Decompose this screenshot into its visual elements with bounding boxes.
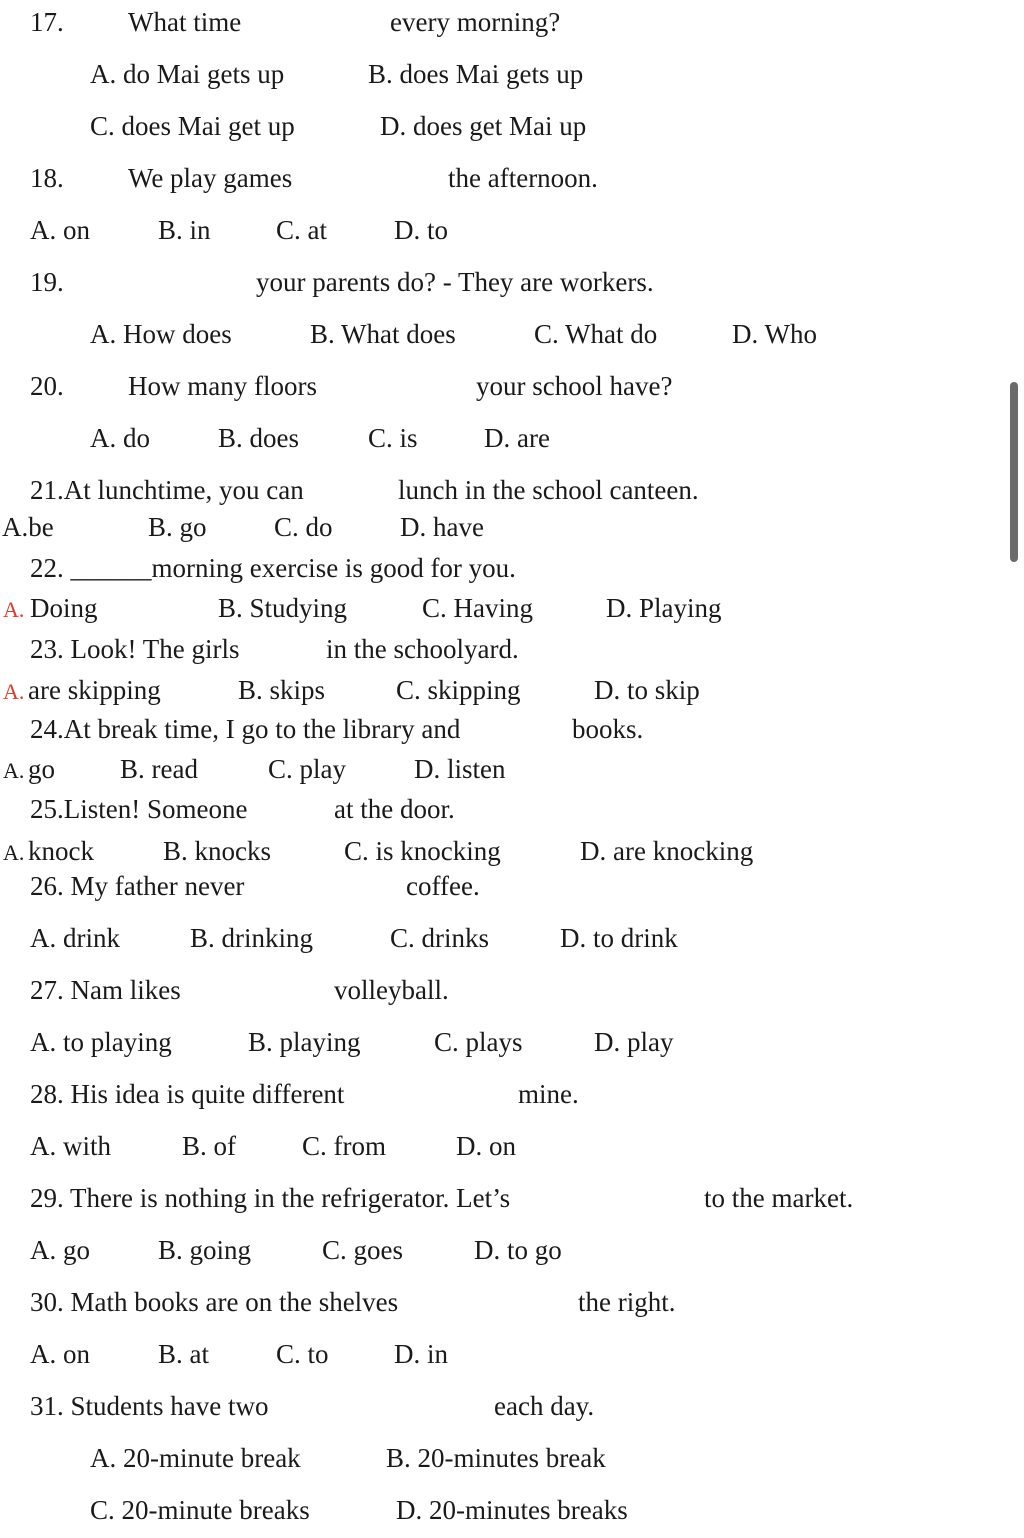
question-text: 31. Students have two [30, 1391, 269, 1421]
option-b: B. drinking [190, 923, 314, 953]
question-text: 28. His idea is quite different [30, 1079, 345, 1109]
option-c: C. skipping [396, 675, 521, 705]
question-text: What time [128, 7, 242, 37]
option-a: A. 20-minute break [90, 1443, 301, 1473]
option-b: B. does [218, 423, 299, 453]
question-text: 29. There is nothing in the refrigerator. Let’s [30, 1183, 511, 1213]
option-a-marker: A. [3, 597, 25, 622]
option-a: A. do Mai gets up [90, 59, 285, 89]
question-text: How many floors [128, 371, 317, 401]
option-a: A. go [30, 1235, 90, 1265]
option-d: D. have [400, 512, 484, 542]
question-text: 23. Look! The girls [30, 634, 240, 664]
question-text: each day. [494, 1391, 595, 1421]
option-d: D. to drink [560, 923, 678, 953]
question-text: 26. My father never [30, 871, 245, 901]
option-c: C. plays [434, 1027, 523, 1057]
question-text: your school have? [476, 371, 673, 401]
question-text: 30. Math books are on the shelves [30, 1287, 399, 1317]
scrollbar-thumb[interactable] [1010, 382, 1018, 562]
option-a-marker: A. [3, 840, 25, 865]
option-c: C. play [268, 754, 346, 784]
question-text: coffee. [406, 871, 480, 901]
option-d: D. are [484, 423, 550, 453]
option-b: B. going [158, 1235, 252, 1265]
option-b: B. skips [238, 675, 326, 705]
option-d: D. Who [732, 319, 817, 349]
option-b: B. does Mai gets up [368, 59, 584, 89]
option-a: A. How does [90, 319, 232, 349]
option-b: B. Studying [218, 593, 348, 623]
option-b: B. What does [310, 319, 456, 349]
question-text: every morning? [390, 7, 561, 37]
option-c: C. at [276, 215, 327, 245]
option-d: D. does get Mai up [380, 111, 587, 141]
question-text: 21.At lunchtime, you can [30, 475, 304, 505]
option-c: C. is [368, 423, 418, 453]
option-c: C. What do [534, 319, 658, 349]
question-text: at the door. [334, 794, 455, 824]
option-d: D. listen [414, 754, 506, 784]
option-d: D. 20-minutes breaks [396, 1495, 628, 1525]
option-a: A. on [30, 1339, 90, 1369]
option-a: knock [28, 836, 94, 866]
option-b: B. knocks [163, 836, 271, 866]
option-a: A. to playing [30, 1027, 172, 1057]
question-number: 17. [30, 7, 64, 37]
question-text: the right. [578, 1287, 676, 1317]
question-text: mine. [518, 1079, 579, 1109]
option-c: C. drinks [390, 923, 490, 953]
option-b: B. of [182, 1131, 236, 1161]
question-text: books. [572, 714, 644, 744]
option-a: Doing [30, 593, 98, 623]
option-c: C. 20-minute breaks [90, 1495, 310, 1525]
question-text: 25.Listen! Someone [30, 794, 248, 824]
option-a: A. do [90, 423, 150, 453]
option-b: B. go [148, 512, 207, 542]
question-text: We play games [128, 163, 293, 193]
question-text: 22. ______morning exercise is good for you. [30, 553, 516, 583]
option-a: go [28, 754, 55, 784]
option-a: A. on [30, 215, 90, 245]
option-b: B. playing [248, 1027, 361, 1057]
option-d: D. are knocking [580, 836, 754, 866]
option-b: B. at [158, 1339, 209, 1369]
question-text: lunch in the school canteen. [398, 475, 699, 505]
option-b: B. read [120, 754, 198, 784]
question-text: to the market. [704, 1183, 854, 1213]
option-d: D. on [456, 1131, 516, 1161]
option-b: B. in [158, 215, 211, 245]
option-c: C. do [274, 512, 333, 542]
question-number: 20. [30, 371, 64, 401]
option-a: are skipping [28, 675, 161, 705]
question-text: in the schoolyard. [326, 634, 519, 664]
option-c: C. to [276, 1339, 329, 1369]
option-b: B. 20-minutes break [386, 1443, 606, 1473]
option-d: D. in [394, 1339, 448, 1369]
option-d: D. play [594, 1027, 674, 1057]
question-text: 27. Nam likes [30, 975, 181, 1005]
option-c: C. from [302, 1131, 386, 1161]
question-text: the afternoon. [448, 163, 598, 193]
question-text: 24.At break time, I go to the library and [30, 714, 461, 744]
option-a: A.be [2, 512, 54, 542]
option-a: A. with [30, 1131, 111, 1161]
option-d: D. to [394, 215, 448, 245]
option-d: D. to go [474, 1235, 562, 1265]
option-c: C. does Mai get up [90, 111, 295, 141]
option-c: C. Having [422, 593, 533, 623]
option-d: D. Playing [606, 593, 722, 623]
question-text: volleyball. [334, 975, 449, 1005]
question-number: 19. [30, 267, 64, 297]
option-c: C. is knocking [344, 836, 501, 866]
question-text: your parents do? - They are workers. [256, 267, 654, 297]
question-number: 18. [30, 163, 64, 193]
option-a-marker: A. [3, 758, 25, 783]
option-a: A. drink [30, 923, 120, 953]
option-c: C. goes [322, 1235, 403, 1265]
option-d: D. to skip [594, 675, 700, 705]
option-a-marker: A. [3, 679, 25, 704]
